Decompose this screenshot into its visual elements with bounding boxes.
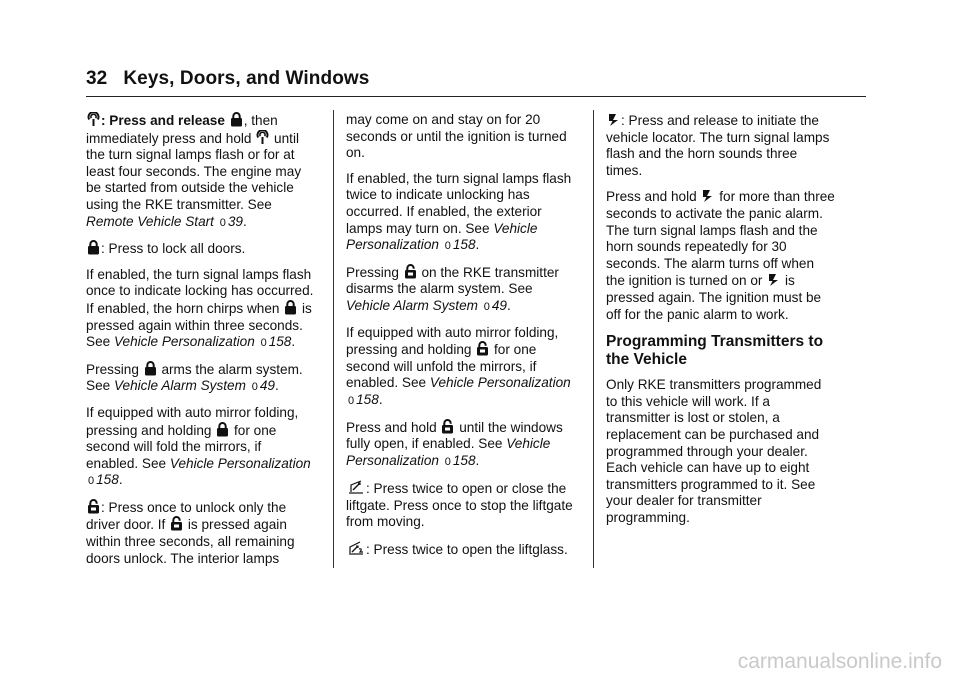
chapter-title: Keys, Doors, and Windows xyxy=(123,68,370,89)
mirror-unfold-text-a: If equipped with auto mirror folding, pressing and holding xyxy=(346,324,559,358)
lock-enabled-text-a: If enabled, the turn signal lamps flash once to indicate locking has occurred. If enabled, the horn chirps when xyxy=(86,266,314,316)
page-arrow-icon: 0 xyxy=(483,300,490,313)
alarm-disarm-text-b: on the RKE transmitter disarms the alarm system. See xyxy=(346,264,559,297)
interior-lamps-text: may come on and stay on for 20 seconds or until the ignition is turned on. xyxy=(346,112,567,161)
page-arrow-icon: 0 xyxy=(444,240,451,253)
column-divider-1 xyxy=(333,110,334,568)
column-divider-2 xyxy=(593,110,594,568)
vehicle-locator-text: : Press and release to initiate the vehicle locator. The turn signal lamps flash and the horn sounds three times. xyxy=(606,113,830,178)
alarm-arm-text-a: Pressing xyxy=(86,361,143,377)
cross-reference-link[interactable]: Vehicle Personalization xyxy=(169,455,311,471)
header-rule xyxy=(86,96,866,97)
liftgate-paragraph xyxy=(346,479,576,531)
unlock-icon xyxy=(87,499,100,514)
programming-paragraph xyxy=(606,377,836,526)
lock-enabled-paragraph: If enabled, the turn signal lamps flash once to indicate locking has occurred. If enabled, the horn chirps when is pressed again within three seconds. See Vehicle Personalization 0 158. xyxy=(86,266,314,350)
page-reference[interactable]: 158 xyxy=(452,237,476,253)
unlock-icon xyxy=(170,516,183,531)
page-arrow-icon: 0 xyxy=(219,216,226,229)
column-3 xyxy=(606,112,836,535)
panic-alarm-text-b: for more than three seconds to activate the panic alarm. The turn signal lamps flash and the horn sounds repeatedly for 30 seconds. The alarm turns off when the ignition is turned on or xyxy=(606,189,835,289)
remote-start-text-b: , then immediately press and hold xyxy=(86,113,278,146)
cross-reference-link[interactable]: Vehicle Personalization xyxy=(113,334,255,350)
lock-text: : Press to lock all doors. xyxy=(101,241,246,257)
lock-paragraph xyxy=(86,240,316,258)
window-open-text-a: Press and hold xyxy=(346,419,441,435)
liftgate-icon xyxy=(347,479,365,495)
lock-icon xyxy=(87,240,100,255)
cross-reference-link[interactable]: Vehicle Personalization xyxy=(346,436,551,468)
vehicle-locator-panic-icon xyxy=(767,272,780,287)
liftglass-paragraph xyxy=(346,540,576,559)
mirror-fold-text-a: If equipped with auto mirror folding, pressing and holding xyxy=(86,404,299,438)
liftgate-text: : Press twice to open or close the liftgate. Press once to stop the liftgate from moving. xyxy=(346,481,573,530)
mirror-fold-text-b: for one second will fold the mirrors, if enabled. See xyxy=(86,422,277,471)
liftglass-text: : Press twice to open the liftglass. xyxy=(366,542,568,558)
column-2 xyxy=(346,112,576,568)
section-heading: Programming Transmitters to the Vehicle xyxy=(606,333,824,369)
cross-reference-link[interactable]: Vehicle Alarm System xyxy=(113,378,246,394)
panic-alarm-text-c: is pressed again. The ignition must be off for the panic alarm to work. xyxy=(606,273,822,322)
page-arrow-icon: 0 xyxy=(348,394,355,407)
column-1 xyxy=(86,112,316,576)
remote-start-icon xyxy=(87,112,100,127)
window-open-paragraph: Press and hold until the windows fully open, if enabled. See Vehicle Personalization 0 158. xyxy=(346,419,563,468)
unlock-enabled-paragraph: If enabled, the turn signal lamps flash twice to indicate unlocking has occurred. If enabled, the exterior lamps may turn on. See Vehicle Personalization 0 158. xyxy=(346,170,572,253)
page-number: 32 xyxy=(86,68,108,89)
mirror-unfold-paragraph: If equipped with auto mirror folding, pressing and holding for one second will unfold the mirrors, if enabled. See Vehicle Personalization 0 158. xyxy=(346,324,571,407)
remote-start-text-a: : Press and release xyxy=(101,113,229,128)
page-reference[interactable]: 49 xyxy=(259,378,275,394)
page-arrow-icon: 0 xyxy=(444,455,451,468)
page-arrow-icon: 0 xyxy=(251,381,258,394)
alarm-disarm-paragraph: Pressing on the RKE transmitter disarms the alarm system. See Vehicle Alarm System 0 49. xyxy=(346,264,559,313)
unlock-enabled-text: If enabled, the turn signal lamps flash twice to indicate unlocking has occurred. If enabled, the exterior lamps may turn on. See xyxy=(346,170,572,236)
vehicle-locator-panic-icon xyxy=(607,112,620,127)
page-header-text xyxy=(86,68,866,90)
unlock-text-a: : Press once to unlock only the driver door. If xyxy=(86,499,287,533)
vehicle-locator-paragraph xyxy=(606,112,836,179)
page-reference[interactable]: 158 xyxy=(452,452,476,468)
lock-icon xyxy=(144,361,157,376)
unlock-paragraph xyxy=(86,499,316,567)
remote-start-icon xyxy=(256,130,269,145)
page-arrow-icon: 0 xyxy=(88,475,95,488)
remote-start-paragraph: : Press and release , then immediately press and hold until the turn signal lamps flash or for at least four seconds. The engine may be started from outside the vehicle using the RKE transmitter. See Remote Vehicle Start 0 39. xyxy=(86,113,302,229)
alarm-arm-text-b: arms the alarm system. See xyxy=(86,361,303,394)
page-reference[interactable]: 158 xyxy=(96,472,119,488)
page-reference[interactable]: 49 xyxy=(491,297,507,313)
watermark-text: carmanualsonline.info xyxy=(737,650,942,673)
page-reference[interactable]: 158 xyxy=(356,391,379,407)
page-arrow-icon: 0 xyxy=(260,337,267,350)
panic-alarm-paragraph xyxy=(606,188,836,323)
alarm-disarm-text-a: Pressing xyxy=(346,264,403,280)
vehicle-locator-panic-icon xyxy=(701,188,714,203)
page-reference[interactable]: 158 xyxy=(268,334,292,350)
liftglass-icon xyxy=(347,540,365,556)
mirror-fold-paragraph: If equipped with auto mirror folding, pressing and holding for one second will fold the mirrors, if enabled. See Vehicle Personalization 0 158. xyxy=(86,404,311,488)
lock-icon xyxy=(216,422,229,437)
cross-reference-link[interactable]: Remote Vehicle Start xyxy=(86,213,214,229)
remote-start-text-c: until the turn signal lamps flash or for at least four seconds. The engine may be started from outside the vehicle using the RKE transmitter. See xyxy=(86,130,302,212)
window-open-text-b: until the windows fully open, if enabled. See xyxy=(346,419,563,452)
unlock-icon xyxy=(441,419,454,434)
page-header xyxy=(86,68,866,90)
unlock-icon xyxy=(404,264,417,279)
mirror-unfold-text-b: for one second will unfold the mirrors, if enabled. See xyxy=(346,342,537,391)
panic-alarm-text-a: Press and hold xyxy=(606,189,701,205)
cross-reference-link[interactable]: Vehicle Personalization xyxy=(346,220,538,253)
interior-lamps-paragraph xyxy=(346,112,576,162)
unlock-text-b: is pressed again within three seconds, all remaining doors unlock. The interior lamps xyxy=(86,517,295,566)
cross-reference-link[interactable]: Vehicle Alarm System xyxy=(346,297,478,313)
footer-watermark xyxy=(0,650,960,674)
cross-reference-link[interactable]: Vehicle Personalization xyxy=(429,375,571,391)
unlock-icon xyxy=(476,341,489,356)
alarm-arm-paragraph: Pressing arms the alarm system. See Vehicle Alarm System 0 49. xyxy=(86,361,303,394)
programming-text: Only RKE transmitters programmed to this vehicle will work. If a transmitter is lost or stolen, a replacement can be purchased and programmed through your dealer. Each vehicle can have up to eight transmitters programmed to it. See your dealer for transmitter programming. xyxy=(606,377,822,525)
lock-icon xyxy=(284,300,297,315)
page-reference[interactable]: 39 xyxy=(227,213,243,229)
lock-icon xyxy=(230,112,243,127)
lock-enabled-text-b: is pressed again within three seconds. See xyxy=(86,300,312,350)
